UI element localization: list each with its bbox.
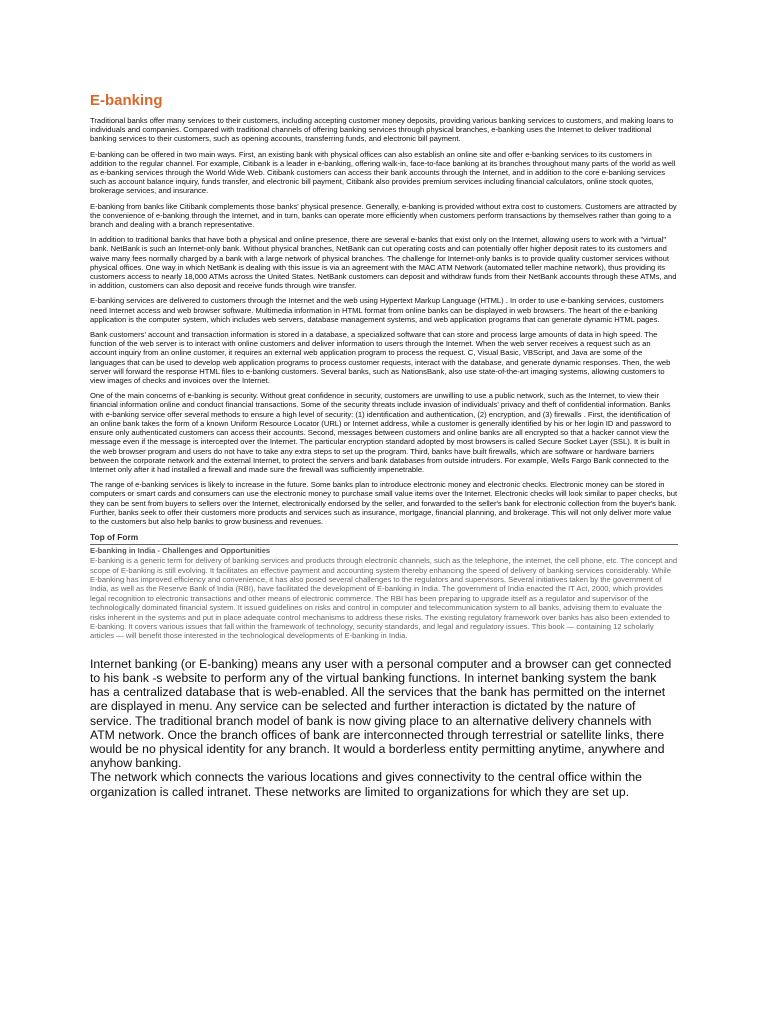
- large-paragraph-intranet: The network which connects the various locations and gives connectivity to the central office within the organization is called intranet. These networks are limited to organizations for which they are set up.: [90, 770, 642, 799]
- article-body: [90, 92, 678, 799]
- paragraph-security: One of the main concerns of e-banking is security. Without great confidence in security, customers are unwilling to use a public network, such as the Internet, to view their financial information online and conduct financial transactions. Some of the security threats include invasion of individuals' privacy and theft of confidential information. Banks with e-banking service offer several methods to ensure a high level of security: (1) identification and authentication, (2) encryption, and (3) firewalls . First, the identification of an online bank takes the form of a known Uniform Resource Locator (URL) or Internet address, while a customer is generally identified by his or her login ID and password to ensure only authenticated customers can access their accounts. Second, messages between customers and online banks are all encrypted so that a hacker cannot view the message even if the message is intercepted over the Internet. The particular encryption standard adopted by most browsers is called Secure Socket Layer (SSL). It is built in the web browser program and users do not have to take any extra steps to set up the program. Third, banks have built firewalls, which are software or hardware barriers between the corporate network and the external Internet, to protect the servers and bank databases from outside intruders. For example, Wells Fargo Bank connected to the Internet only after it had installed a firewall and made sure the firewall was sufficiently impenetrable.: [90, 391, 672, 474]
- divider: [90, 544, 678, 545]
- paragraph-database: Bank customers' account and transaction information is stored in a database, a specialized software that can store and process large amounts of data in high speed. The function of the web server is to interact with online customers and deliver information to users through the Internet. When the web server receives a request such as an account inquiry from an online customer, it requires an external web application program to process the request. C, Visual Basic, VBScript, and Java are some of the languages that can be used to develop web application programs to process customer requests, interact with the database, and generate dynamic responses. Then, the web server will forward the response HTML files to e-banking customers. Several banks, such as NationsBank, also use state-of-the-art imaging systems, allowing customers to view images of checks and invoices over the Internet.: [90, 330, 671, 386]
- large-text-block: [90, 657, 678, 799]
- paragraph-internet-only-banks: In addition to traditional banks that have both a physical and online presence, there are several e-banks that exist only on the Internet, allowing users to work with a "virtual" bank. NetBank is such an Internet-only bank. Without physical branches, NetBank can cut operating costs and can potentially offer higher deposit rates to its customers and waive many fees normally charged by a bank with a large network of physical branches. The challenge for Internet-only banks is to provide quality customer services without physical offices. One way in which NetBank is dealing with this issue is via an agreement with the MAC ATM Network (automated teller machine network), thus providing its customers access to nearly 18,000 ATMs across the United States. NetBank customers can deposit and withdraw funds from their NetBank accounts through these ATMs, and in addition, customers can also deposit and receive funds through wire transfer.: [90, 235, 677, 291]
- india-section-text: E-banking is a generic term for delivery of banking services and products through electronic channels, such as the telephone, the internet, the cell phone, etc. The concept and scope of E-banking is still evolving. It facilitates an effective payment and accounting system thereby enhancing the speed of delivery of banking services considerably. While E-banking has improved efficiency and convenience, it has also posed several challenges to the regulators and supervisors. Several initiatives taken by the government of India, as well as the Reserve Bank of India (RBI), have facilitated the development of E-banking in India. The government of India enacted the IT Act, 2000, which provides legal recognition to electronic transactions and other means of electronic commerce. The RBI has been preparing to upgrade itself as a regulator and supervisor of the technologically dominated financial system. It issued guidelines on risks and control in computer and telecommunication system to all banks, advising them to evaluate the risks inherent in the systems and put in place adequate control mechanisms to address these risks. The existing regulatory framework over banks has also been extended to E-banking. It covers various issues that fall within the framework of technology, security standards, and legal and regulatory issues. This book — containing 12 scholarly articles — will benefit those interested in the technological developments of E-banking in India.: [90, 556, 678, 641]
- india-section-title: E-banking in India - Challenges and Opportunities: [90, 546, 271, 556]
- paragraph-delivery: E-banking services are delivered to customers through the Internet and the web using Hypertext Markup Language (HTML) . In order to use e-banking services, customers need Internet access and web browser software. Multimedia information in HTML format from online banks can be displayed in web browsers. The heart of the e-banking application is the computer system, which includes web servers, database management systems, and web application programs that can generate dynamic HTML pages.: [90, 296, 664, 324]
- paragraph-complements: E-banking from banks like Citibank complements those banks' physical presence. Generally, e-banking is provided without extra cost to customers. Customers are attracted by the convenience of e-banking through the Internet, and in turn, banks can operate more efficiently when customers perform transactions by themselves rather than going to a branch and dealing with a branch representative.: [90, 201, 677, 230]
- article-title: E-banking: [90, 92, 163, 109]
- large-paragraph-internet-banking: Internet banking (or E-banking) means any user with a personal computer and a browser can get connected to his bank -s website to perform any of the virtual banking functions. In internet banking system the bank has a centralized database that is web-enabled. All the services that the bank has permitted on the internet are displayed in menu. Any service can be selected and further interaction is dictated by the nature of service. The traditional branch model of bank is now giving place to an alternative delivery channels with ATM network. Once the branch offices of bank are interconnected through terrestrial or satellite links, there would be no physical identity for any branch. It would a borderless entity permitting anytime, anywhere and anyhow banking.: [90, 656, 672, 771]
- paragraph-future: The range of e-banking services is likely to increase in the future. Some banks plan to introduce electronic money and electronic checks. Electronic money can be stored in computers or smart cards and consumers can use the electronic money to purchase small value items over the Internet. Electronic checks will look similar to paper checks, but they can be sent from buyers to sellers over the Internet, electronically endorsed by the seller, and forwarded to the seller's bank for electronic collection from the buyer's bank. Further, banks seek to offer their customers more products and services such as insurance, mortgage, financial planning, and brokerage. This will not only deliver more value to the customers but also help banks to grow business and revenues.: [90, 480, 678, 526]
- paragraph-two-ways: E-banking can be offered in two main ways. First, an existing bank with physical offices can also establish an online site and offer e-banking services to its customers in addition to the regular channel. For example, Citibank is a leader in e-banking, offering walk-in, face-to-face banking at its branches throughout many parts of the world as well as e-banking services through the World Wide Web. Citibank customers can access their bank accounts through the Internet, and in addition to the core e-banking services such as account balance inquiry, funds transfer, and electronic bill payment, Citibank also provides premium services including financial calculators, online stock quotes, brokerage services, and insurance.: [90, 149, 676, 196]
- top-of-form-label: Top of Form: [90, 532, 139, 543]
- paragraph-intro: Traditional banks offer many services to their customers, including accepting customer money deposits, providing various banking services to customers, and making loans to individuals and companies. Compared with traditional channels of offering banking services through physical branches, e-banking uses the Internet to deliver traditional banking services to their customers, such as opening accounts, transferring funds, and electronic bill payment.: [90, 116, 674, 144]
